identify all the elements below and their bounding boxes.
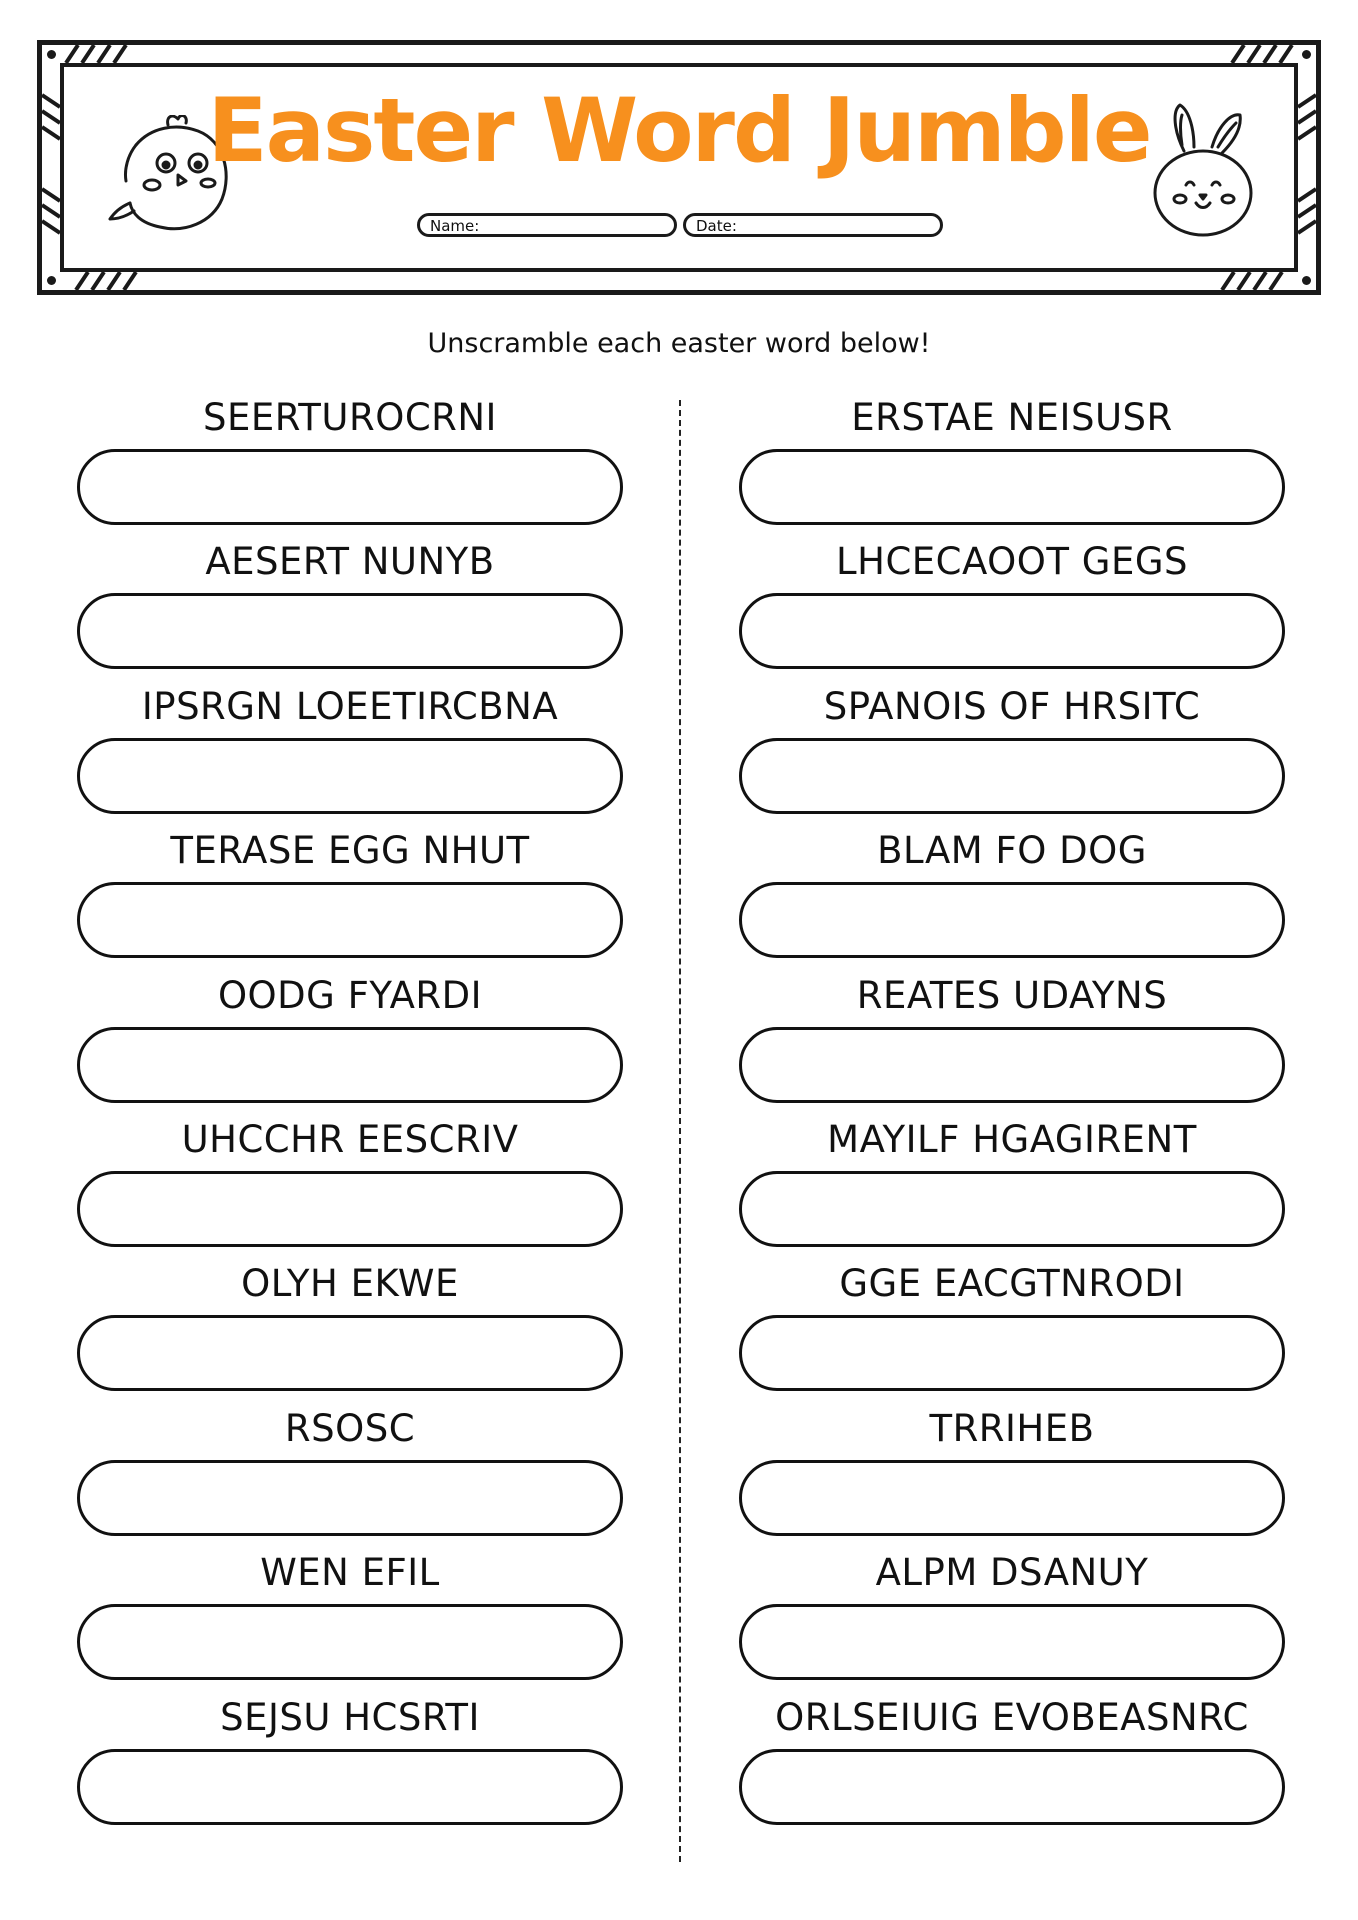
word-item bbox=[77, 1692, 623, 1836]
corner-stripes-bottom-right bbox=[1202, 272, 1312, 290]
date-field[interactable] bbox=[683, 213, 943, 237]
answer-box[interactable] bbox=[77, 1315, 623, 1391]
word-item bbox=[77, 536, 623, 680]
answer-box[interactable] bbox=[739, 449, 1285, 525]
word-item bbox=[739, 536, 1285, 680]
word-item bbox=[77, 970, 623, 1114]
scrambled-word: ERSTAE NEISUSR bbox=[851, 396, 1173, 439]
word-item bbox=[739, 825, 1285, 969]
answer-box[interactable] bbox=[739, 738, 1285, 814]
column-divider bbox=[679, 400, 681, 1862]
scrambled-word: REATES UDAYNS bbox=[856, 973, 1168, 1017]
word-item bbox=[739, 1692, 1285, 1836]
screw-bottom-right bbox=[1302, 276, 1311, 285]
answer-box[interactable] bbox=[77, 449, 623, 525]
word-item bbox=[739, 1547, 1285, 1691]
word-item bbox=[739, 1258, 1285, 1402]
answer-box[interactable] bbox=[77, 1171, 623, 1247]
scrambled-word: RSOSC bbox=[284, 1406, 416, 1450]
word-item bbox=[739, 970, 1285, 1114]
answer-box[interactable] bbox=[739, 882, 1285, 958]
answer-box[interactable] bbox=[739, 1027, 1285, 1103]
instructions-text: Unscramble each easter word below! bbox=[427, 328, 931, 359]
answer-box[interactable] bbox=[739, 1315, 1285, 1391]
answer-box[interactable] bbox=[739, 1171, 1285, 1247]
name-field-label: Name: bbox=[430, 217, 480, 235]
scrambled-word: AESERT NUNYB bbox=[205, 540, 495, 584]
scrambled-word: GGE EACGTNRODI bbox=[839, 1262, 1185, 1306]
answer-box[interactable] bbox=[739, 1604, 1285, 1680]
word-item bbox=[77, 1547, 623, 1691]
corner-stripes-top-right bbox=[1202, 45, 1312, 63]
word-column-left bbox=[77, 392, 623, 1836]
screw-bottom-left bbox=[47, 276, 56, 285]
answer-box[interactable] bbox=[77, 1027, 623, 1103]
scrambled-word: ALPM DSANUY bbox=[875, 1551, 1149, 1595]
scrambled-word: SEJSU HCSRTI bbox=[220, 1695, 480, 1739]
word-item bbox=[77, 681, 623, 825]
scrambled-word: WEN EFIL bbox=[260, 1551, 440, 1595]
word-item bbox=[739, 392, 1285, 536]
scrambled-word: IPSRGN LOEETIRCBNA bbox=[141, 684, 559, 728]
word-item bbox=[77, 1258, 623, 1402]
page-title: Easter Word Jumble bbox=[207, 79, 1151, 182]
word-item bbox=[739, 1403, 1285, 1547]
name-field[interactable] bbox=[417, 213, 677, 237]
scrambled-word: OODG FYARDI bbox=[217, 973, 483, 1017]
answer-box[interactable] bbox=[77, 593, 623, 669]
screw-top-right bbox=[1302, 50, 1311, 59]
scrambled-word: SPANOIS OF HRSITC bbox=[823, 684, 1201, 728]
word-item bbox=[739, 1114, 1285, 1258]
scrambled-word: BLAM FO DOG bbox=[877, 829, 1147, 873]
scrambled-word: UHCCHR EESCRIV bbox=[181, 1117, 519, 1161]
word-item bbox=[77, 1114, 623, 1258]
date-field-label: Date: bbox=[696, 217, 737, 235]
corner-stripes-bottom-left bbox=[46, 272, 156, 290]
answer-box[interactable] bbox=[739, 593, 1285, 669]
scrambled-word: LHCECAOOT GEGS bbox=[836, 540, 1188, 584]
scrambled-word: TRRIHEB bbox=[929, 1406, 1095, 1450]
word-item bbox=[739, 681, 1285, 825]
word-item bbox=[77, 1403, 623, 1547]
word-item bbox=[77, 392, 623, 536]
word-item bbox=[77, 825, 623, 969]
answer-box[interactable] bbox=[77, 882, 623, 958]
word-column-right bbox=[739, 392, 1285, 1836]
answer-box[interactable] bbox=[739, 1749, 1285, 1825]
scrambled-word: ORLSEIUIG EVOBEASNRC bbox=[775, 1695, 1249, 1739]
answer-box[interactable] bbox=[77, 738, 623, 814]
screw-top-left bbox=[47, 50, 56, 59]
corner-stripes-top-left bbox=[46, 45, 156, 63]
answer-box[interactable] bbox=[739, 1460, 1285, 1536]
scrambled-word: SEERTUROCRNI bbox=[203, 396, 497, 439]
answer-box[interactable] bbox=[77, 1604, 623, 1680]
answer-box[interactable] bbox=[77, 1460, 623, 1536]
scrambled-word: MAYILF HGAGIRENT bbox=[827, 1117, 1197, 1161]
scrambled-word: TERASE EGG NHUT bbox=[170, 829, 530, 873]
scrambled-word: OLYH EKWE bbox=[241, 1262, 459, 1306]
title-banner bbox=[37, 40, 1321, 295]
answer-box[interactable] bbox=[77, 1749, 623, 1825]
